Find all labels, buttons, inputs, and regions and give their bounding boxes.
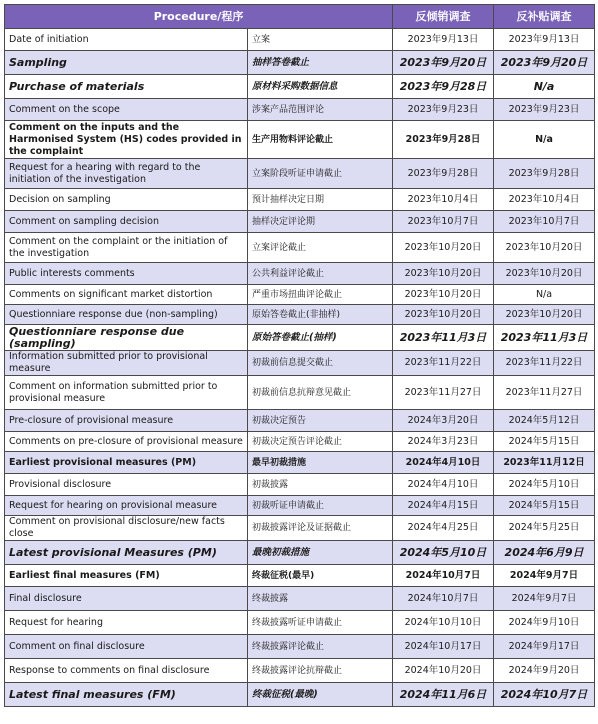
row-anti-dumping-date: 2023年11月22日: [393, 351, 494, 376]
row-procedure-en: Decision on sampling: [5, 189, 248, 211]
row-anti-dumping-date: 2023年11月3日: [393, 325, 494, 351]
row-countervailing-date: 2024年5月25日: [494, 516, 595, 541]
row-procedure-en: Latest provisional Measures (PM): [5, 541, 248, 565]
table-row: [5, 376, 595, 410]
row-countervailing-date: 2024年5月12日: [494, 410, 595, 432]
row-countervailing-date: 2024年9月20日: [494, 659, 595, 683]
row-procedure-cn: 最早初裁措施: [248, 452, 393, 474]
table-row: [5, 496, 595, 516]
row-procedure-en: Comments on significant market distortion: [5, 285, 248, 305]
row-procedure-cn: 终裁披露: [248, 587, 393, 611]
row-countervailing-date: 2023年11月12日: [494, 452, 595, 474]
header-procedure: Procedure/程序: [5, 5, 393, 29]
row-procedure-cn: 终裁披露评论截止: [248, 635, 393, 659]
row-countervailing-date: 2023年11月22日: [494, 351, 595, 376]
row-anti-dumping-date: 2024年3月23日: [393, 432, 494, 452]
row-anti-dumping-date: 2023年10月7日: [393, 211, 494, 233]
row-procedure-cn: 立案: [248, 29, 393, 51]
table-body: [5, 29, 595, 707]
row-anti-dumping-date: 2024年5月10日: [393, 541, 494, 565]
row-procedure-en: Provisional disclosure: [5, 474, 248, 496]
table-row: [5, 285, 595, 305]
row-anti-dumping-date: 2024年10月10日: [393, 611, 494, 635]
row-anti-dumping-date: 2024年10月20日: [393, 659, 494, 683]
row-procedure-cn: 初裁披露: [248, 474, 393, 496]
table-row: [5, 635, 595, 659]
row-procedure-cn: 公共利益评论截止: [248, 263, 393, 285]
row-anti-dumping-date: 2023年10月20日: [393, 233, 494, 263]
row-procedure-en: Final disclosure: [5, 587, 248, 611]
table-row: [5, 474, 595, 496]
row-procedure-en: Comment on sampling decision: [5, 211, 248, 233]
row-procedure-en: Earliest provisional measures (PM): [5, 452, 248, 474]
row-procedure-cn: 涉案产品范围评论: [248, 99, 393, 121]
procedure-table-container: [4, 4, 594, 707]
row-anti-dumping-date: 2023年10月20日: [393, 263, 494, 285]
table-row: [5, 121, 595, 159]
row-anti-dumping-date: 2023年10月20日: [393, 285, 494, 305]
row-procedure-en: Comment on information submitted prior to provisional measure: [5, 376, 248, 410]
row-countervailing-date: 2024年9月7日: [494, 565, 595, 587]
header-countervailing: 反补贴调查: [494, 5, 595, 29]
row-procedure-cn: 原始答卷截止(非抽样): [248, 305, 393, 325]
row-countervailing-date: 2024年5月15日: [494, 432, 595, 452]
table-row: [5, 325, 595, 351]
row-procedure-cn: 抽样答卷截止: [248, 51, 393, 75]
row-countervailing-date: 2024年9月17日: [494, 635, 595, 659]
row-anti-dumping-date: 2024年10月7日: [393, 565, 494, 587]
row-procedure-cn: 抽样决定评论期: [248, 211, 393, 233]
row-countervailing-date: 2023年10月20日: [494, 305, 595, 325]
row-countervailing-date: 2024年5月10日: [494, 474, 595, 496]
row-procedure-en: Comment on final disclosure: [5, 635, 248, 659]
row-countervailing-date: 2023年11月27日: [494, 376, 595, 410]
procedure-table: [4, 4, 595, 707]
table-row: [5, 99, 595, 121]
row-anti-dumping-date: 2024年3月20日: [393, 410, 494, 432]
row-procedure-en: Comments on pre-closure of provisional measure: [5, 432, 248, 452]
row-anti-dumping-date: 2023年11月27日: [393, 376, 494, 410]
table-row: [5, 452, 595, 474]
row-anti-dumping-date: 2024年4月15日: [393, 496, 494, 516]
row-procedure-en: Public interests comments: [5, 263, 248, 285]
row-countervailing-date: N/a: [494, 121, 595, 159]
row-countervailing-date: 2023年9月28日: [494, 159, 595, 189]
table-row: [5, 233, 595, 263]
row-procedure-cn: 初裁听证申请截止: [248, 496, 393, 516]
row-anti-dumping-date: 2024年4月10日: [393, 452, 494, 474]
row-procedure-cn: 立案评论截止: [248, 233, 393, 263]
row-countervailing-date: 2024年5月15日: [494, 496, 595, 516]
table-row: [5, 305, 595, 325]
row-anti-dumping-date: 2023年9月23日: [393, 99, 494, 121]
row-procedure-en: Comment on the complaint or the initiation of the investigation: [5, 233, 248, 263]
table-header-row: [5, 5, 595, 29]
row-countervailing-date: 2023年11月3日: [494, 325, 595, 351]
table-row: [5, 541, 595, 565]
row-procedure-en: Response to comments on final disclosure: [5, 659, 248, 683]
table-row: [5, 189, 595, 211]
table-row: [5, 611, 595, 635]
row-countervailing-date: 2023年9月13日: [494, 29, 595, 51]
row-procedure-en: Request for hearing on provisional measure: [5, 496, 248, 516]
row-procedure-en: Questionniare response due (sampling): [5, 325, 248, 351]
table-row: [5, 565, 595, 587]
row-countervailing-date: 2024年6月9日: [494, 541, 595, 565]
row-anti-dumping-date: 2023年9月13日: [393, 29, 494, 51]
row-procedure-cn: 初裁披露评论及证据截止: [248, 516, 393, 541]
row-countervailing-date: N/a: [494, 75, 595, 99]
table-row: [5, 159, 595, 189]
header-anti-dumping: 反倾销调查: [393, 5, 494, 29]
table-row: [5, 211, 595, 233]
row-countervailing-date: 2024年10月7日: [494, 683, 595, 707]
table-row: [5, 75, 595, 99]
row-procedure-en: Earliest final measures (FM): [5, 565, 248, 587]
row-anti-dumping-date: 2023年9月28日: [393, 75, 494, 99]
table-row: [5, 51, 595, 75]
row-countervailing-date: 2023年9月23日: [494, 99, 595, 121]
row-anti-dumping-date: 2023年9月28日: [393, 121, 494, 159]
row-anti-dumping-date: 2024年4月25日: [393, 516, 494, 541]
row-countervailing-date: 2023年10月4日: [494, 189, 595, 211]
row-anti-dumping-date: 2023年10月20日: [393, 305, 494, 325]
row-anti-dumping-date: 2024年11月6日: [393, 683, 494, 707]
table-row: [5, 516, 595, 541]
row-procedure-en: Request for a hearing with regard to the initiation of the investigation: [5, 159, 248, 189]
row-countervailing-date: 2023年10月20日: [494, 233, 595, 263]
row-countervailing-date: 2024年9月7日: [494, 587, 595, 611]
row-procedure-cn: 预计抽样决定日期: [248, 189, 393, 211]
row-procedure-en: Latest final measures (FM): [5, 683, 248, 707]
row-procedure-en: Purchase of materials: [5, 75, 248, 99]
row-procedure-cn: 终裁征税(最早): [248, 565, 393, 587]
row-procedure-en: Date of initiation: [5, 29, 248, 51]
row-countervailing-date: 2023年10月7日: [494, 211, 595, 233]
row-procedure-cn: 原材料采购数据信息: [248, 75, 393, 99]
row-countervailing-date: 2023年10月20日: [494, 263, 595, 285]
row-procedure-en: Pre-closure of provisional measure: [5, 410, 248, 432]
row-procedure-cn: 原始答卷截止(抽样): [248, 325, 393, 351]
row-procedure-en: Comment on provisional disclosure/new facts close: [5, 516, 248, 541]
row-procedure-cn: 终裁披露听证申请截止: [248, 611, 393, 635]
table-row: [5, 263, 595, 285]
row-countervailing-date: 2024年9月10日: [494, 611, 595, 635]
row-countervailing-date: 2023年9月20日: [494, 51, 595, 75]
row-procedure-cn: 初裁决定预告: [248, 410, 393, 432]
table-row: [5, 351, 595, 376]
row-procedure-cn: 最晚初裁措施: [248, 541, 393, 565]
row-anti-dumping-date: 2024年10月7日: [393, 587, 494, 611]
row-anti-dumping-date: 2024年4月10日: [393, 474, 494, 496]
row-procedure-cn: 立案阶段听证申请截止: [248, 159, 393, 189]
table-row: [5, 683, 595, 707]
row-procedure-en: Information submitted prior to provisional measure: [5, 351, 248, 376]
table-row: [5, 659, 595, 683]
row-procedure-en: Comment on the scope: [5, 99, 248, 121]
table-row: [5, 29, 595, 51]
row-procedure-en: Comment on the inputs and the Harmonised System (HS) codes provided in the complaint: [5, 121, 248, 159]
row-procedure-cn: 初裁前信息抗辩意见截止: [248, 376, 393, 410]
table-row: [5, 587, 595, 611]
row-anti-dumping-date: 2023年10月4日: [393, 189, 494, 211]
row-procedure-cn: 生产用物料评论截止: [248, 121, 393, 159]
row-anti-dumping-date: 2024年10月17日: [393, 635, 494, 659]
row-countervailing-date: N/a: [494, 285, 595, 305]
row-procedure-en: Questionniare response due (non-sampling): [5, 305, 248, 325]
row-anti-dumping-date: 2023年9月28日: [393, 159, 494, 189]
row-procedure-en: Sampling: [5, 51, 248, 75]
row-procedure-en: Request for hearing: [5, 611, 248, 635]
row-procedure-cn: 严重市场扭曲评论截止: [248, 285, 393, 305]
row-procedure-cn: 终裁征税(最晚): [248, 683, 393, 707]
row-anti-dumping-date: 2023年9月20日: [393, 51, 494, 75]
row-procedure-cn: 终裁披露评论抗辩截止: [248, 659, 393, 683]
table-row: [5, 432, 595, 452]
table-row: [5, 410, 595, 432]
row-procedure-cn: 初裁前信息提交截止: [248, 351, 393, 376]
row-procedure-cn: 初裁决定预告评论截止: [248, 432, 393, 452]
